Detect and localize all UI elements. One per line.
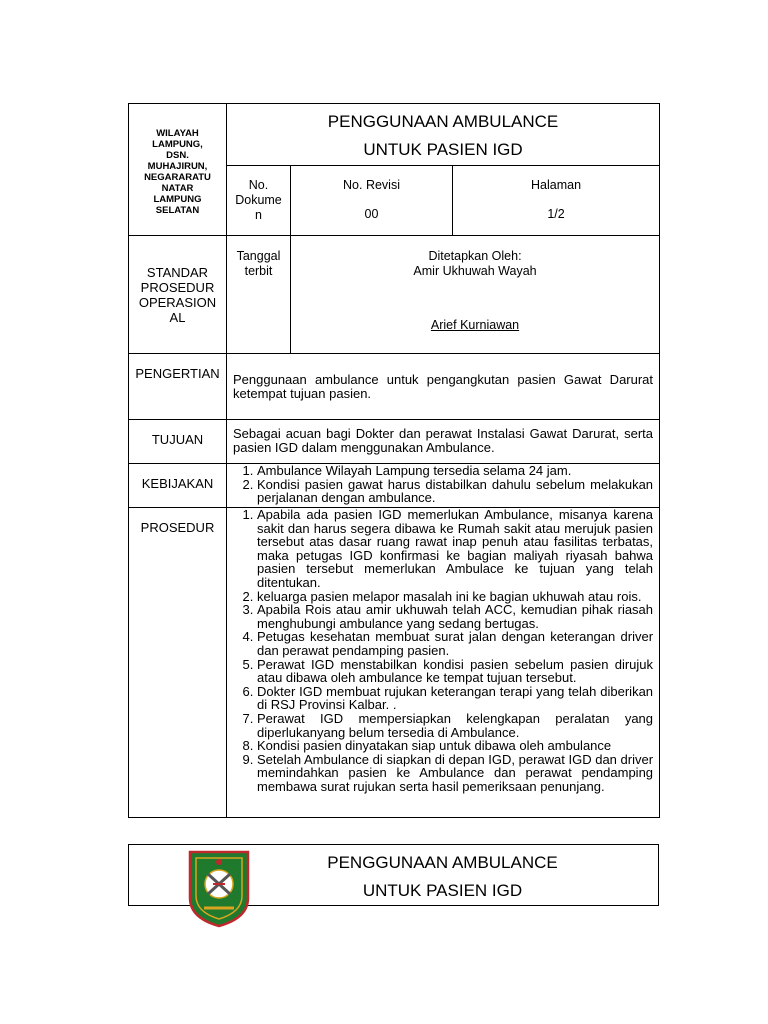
no-dokumen-label: Dokume (235, 193, 282, 207)
kebijakan-content (227, 464, 660, 508)
document-title (227, 104, 660, 166)
sop-table (128, 103, 660, 818)
list-item: 5. Perawat IGD menstabilkan kondisi pasien sebelum pasien dirujuk atau dibawa oleh ambulance ke tempat tujuan tersebut. (257, 658, 653, 685)
ditetapkan-name: Amir Ukhuwah Wayah (413, 264, 537, 278)
org-line: WILAYAH (156, 127, 199, 139)
no-revisi-value: 00 (364, 207, 379, 221)
prosedur-list (233, 508, 653, 793)
list-item: 3. Apabila Rois atau amir ukhuwah telah ACC, kemudian pihak riasah menghubungi ambulance yang sedang bertugas. (257, 603, 653, 630)
no-dokumen-cell (227, 166, 291, 236)
title-line-2: UNTUK PASIEN IGD (362, 881, 523, 900)
title-line-2: UNTUK PASIEN IGD (363, 140, 523, 159)
sop-label: STANDAR (146, 265, 209, 280)
title-line-1: PENGGUNAAN AMBULANCE (327, 853, 558, 872)
list-item: 6. Dokter IGD membuat rujukan keterangan terapi yang telah diberikan di RSJ Provinsi Kalbar. . (257, 685, 653, 712)
list-item: 1. Ambulance Wilayah Lampung tersedia selama 24 jam. (257, 464, 653, 478)
no-dokumen-label: n (255, 208, 262, 222)
org-line: NEGARARATU (144, 171, 211, 183)
sop-label: OPERASION (138, 295, 217, 310)
organization-name (129, 104, 227, 236)
no-dokumen-label: No. (248, 178, 269, 192)
list-item: 2. Kondisi pasien gawat harus distabilkan dahulu sebelum melakukan perjalanan dengan ambulance. (257, 478, 653, 505)
list-item: 9. Setelah Ambulance di siapkan di depan IGD, perawat IGD dan driver memindahkan pasien ke Ambulance dan perawat pendamping membawa surat rujukan serta hasil pemeriksaan penunjang. (257, 753, 653, 794)
list-item: 1. Apabila ada pasien IGD memerlukan Ambulance, misanya karena sakit dan harus segera dibawa ke Rumah sakit atau merujuk pasien tersebut atas dasar ruang rawat inap penuh atau fasilitas terbatas, maka petugas IGD konfirmasi ke bagian maliyah riyasah bahwa pasien tersebut memerlukan Ambulace ke tujuan yang telah ditentukan. (257, 508, 653, 590)
org-line: LAMPUNG (153, 193, 202, 205)
list-item: 7. Perawat IGD mempersiapkan kelengkapan peralatan yang diperlukanyang belum tersedia di Ambulance. (257, 712, 653, 739)
org-line: LAMPUNG, (152, 138, 203, 150)
tanggal-label: Tanggal (236, 249, 281, 263)
org-line: SELATAN (155, 204, 200, 216)
pengertian-label: PENGERTIAN (129, 354, 227, 420)
no-revisi-label: No. Revisi (343, 178, 400, 192)
org-line: MUHAJIRUN, (147, 160, 208, 172)
sop-label-cell (129, 236, 227, 354)
next-page-header (128, 844, 659, 906)
sop-document (128, 103, 659, 818)
sop-label: PROSEDUR (140, 280, 215, 295)
kebijakan-list (233, 464, 653, 505)
tanggal-terbit-cell (227, 236, 291, 354)
pengertian-text: Penggunaan ambulance untuk pengangkutan pasien Gawat Darurat ketempat tujuan pasien. (227, 354, 660, 420)
tujuan-text: Sebagai acuan bagi Dokter dan perawat Instalasi Gawat Darurat, serta pasien IGD dalam menggunakan Ambulance. (227, 420, 660, 464)
list-item: 4. Petugas kesehatan membuat surat jalan dengan keterangan driver dan perawat pendamping pasien. (257, 630, 653, 657)
halaman-value: 1/2 (547, 207, 565, 221)
prosedur-label: PROSEDUR (129, 508, 227, 818)
kebijakan-label: KEBIJAKAN (129, 464, 227, 508)
ditetapkan-label: Ditetapkan Oleh: (428, 249, 522, 263)
sop-label: AL (169, 310, 186, 325)
org-line: DSN. (166, 149, 189, 161)
org-line: NATAR (161, 182, 194, 194)
list-item: 8. Kondisi pasien dinyatakan siap untuk dibawa oleh ambulance (257, 739, 653, 753)
list-item: 2. keluarga pasien melapor masalah ini ke bagian ukhuwah atau rois. (257, 590, 653, 604)
tanggal-label: terbit (244, 264, 273, 278)
no-revisi-cell (291, 166, 453, 236)
halaman-label: Halaman (531, 178, 582, 192)
signatory-name: Arief Kurniawan (430, 318, 520, 332)
ditetapkan-cell (291, 236, 660, 354)
title-line-1: PENGGUNAAN AMBULANCE (327, 112, 559, 131)
tujuan-label: TUJUAN (129, 420, 227, 464)
prosedur-content (227, 508, 660, 818)
next-page-title (227, 849, 658, 905)
halaman-cell (453, 166, 660, 236)
